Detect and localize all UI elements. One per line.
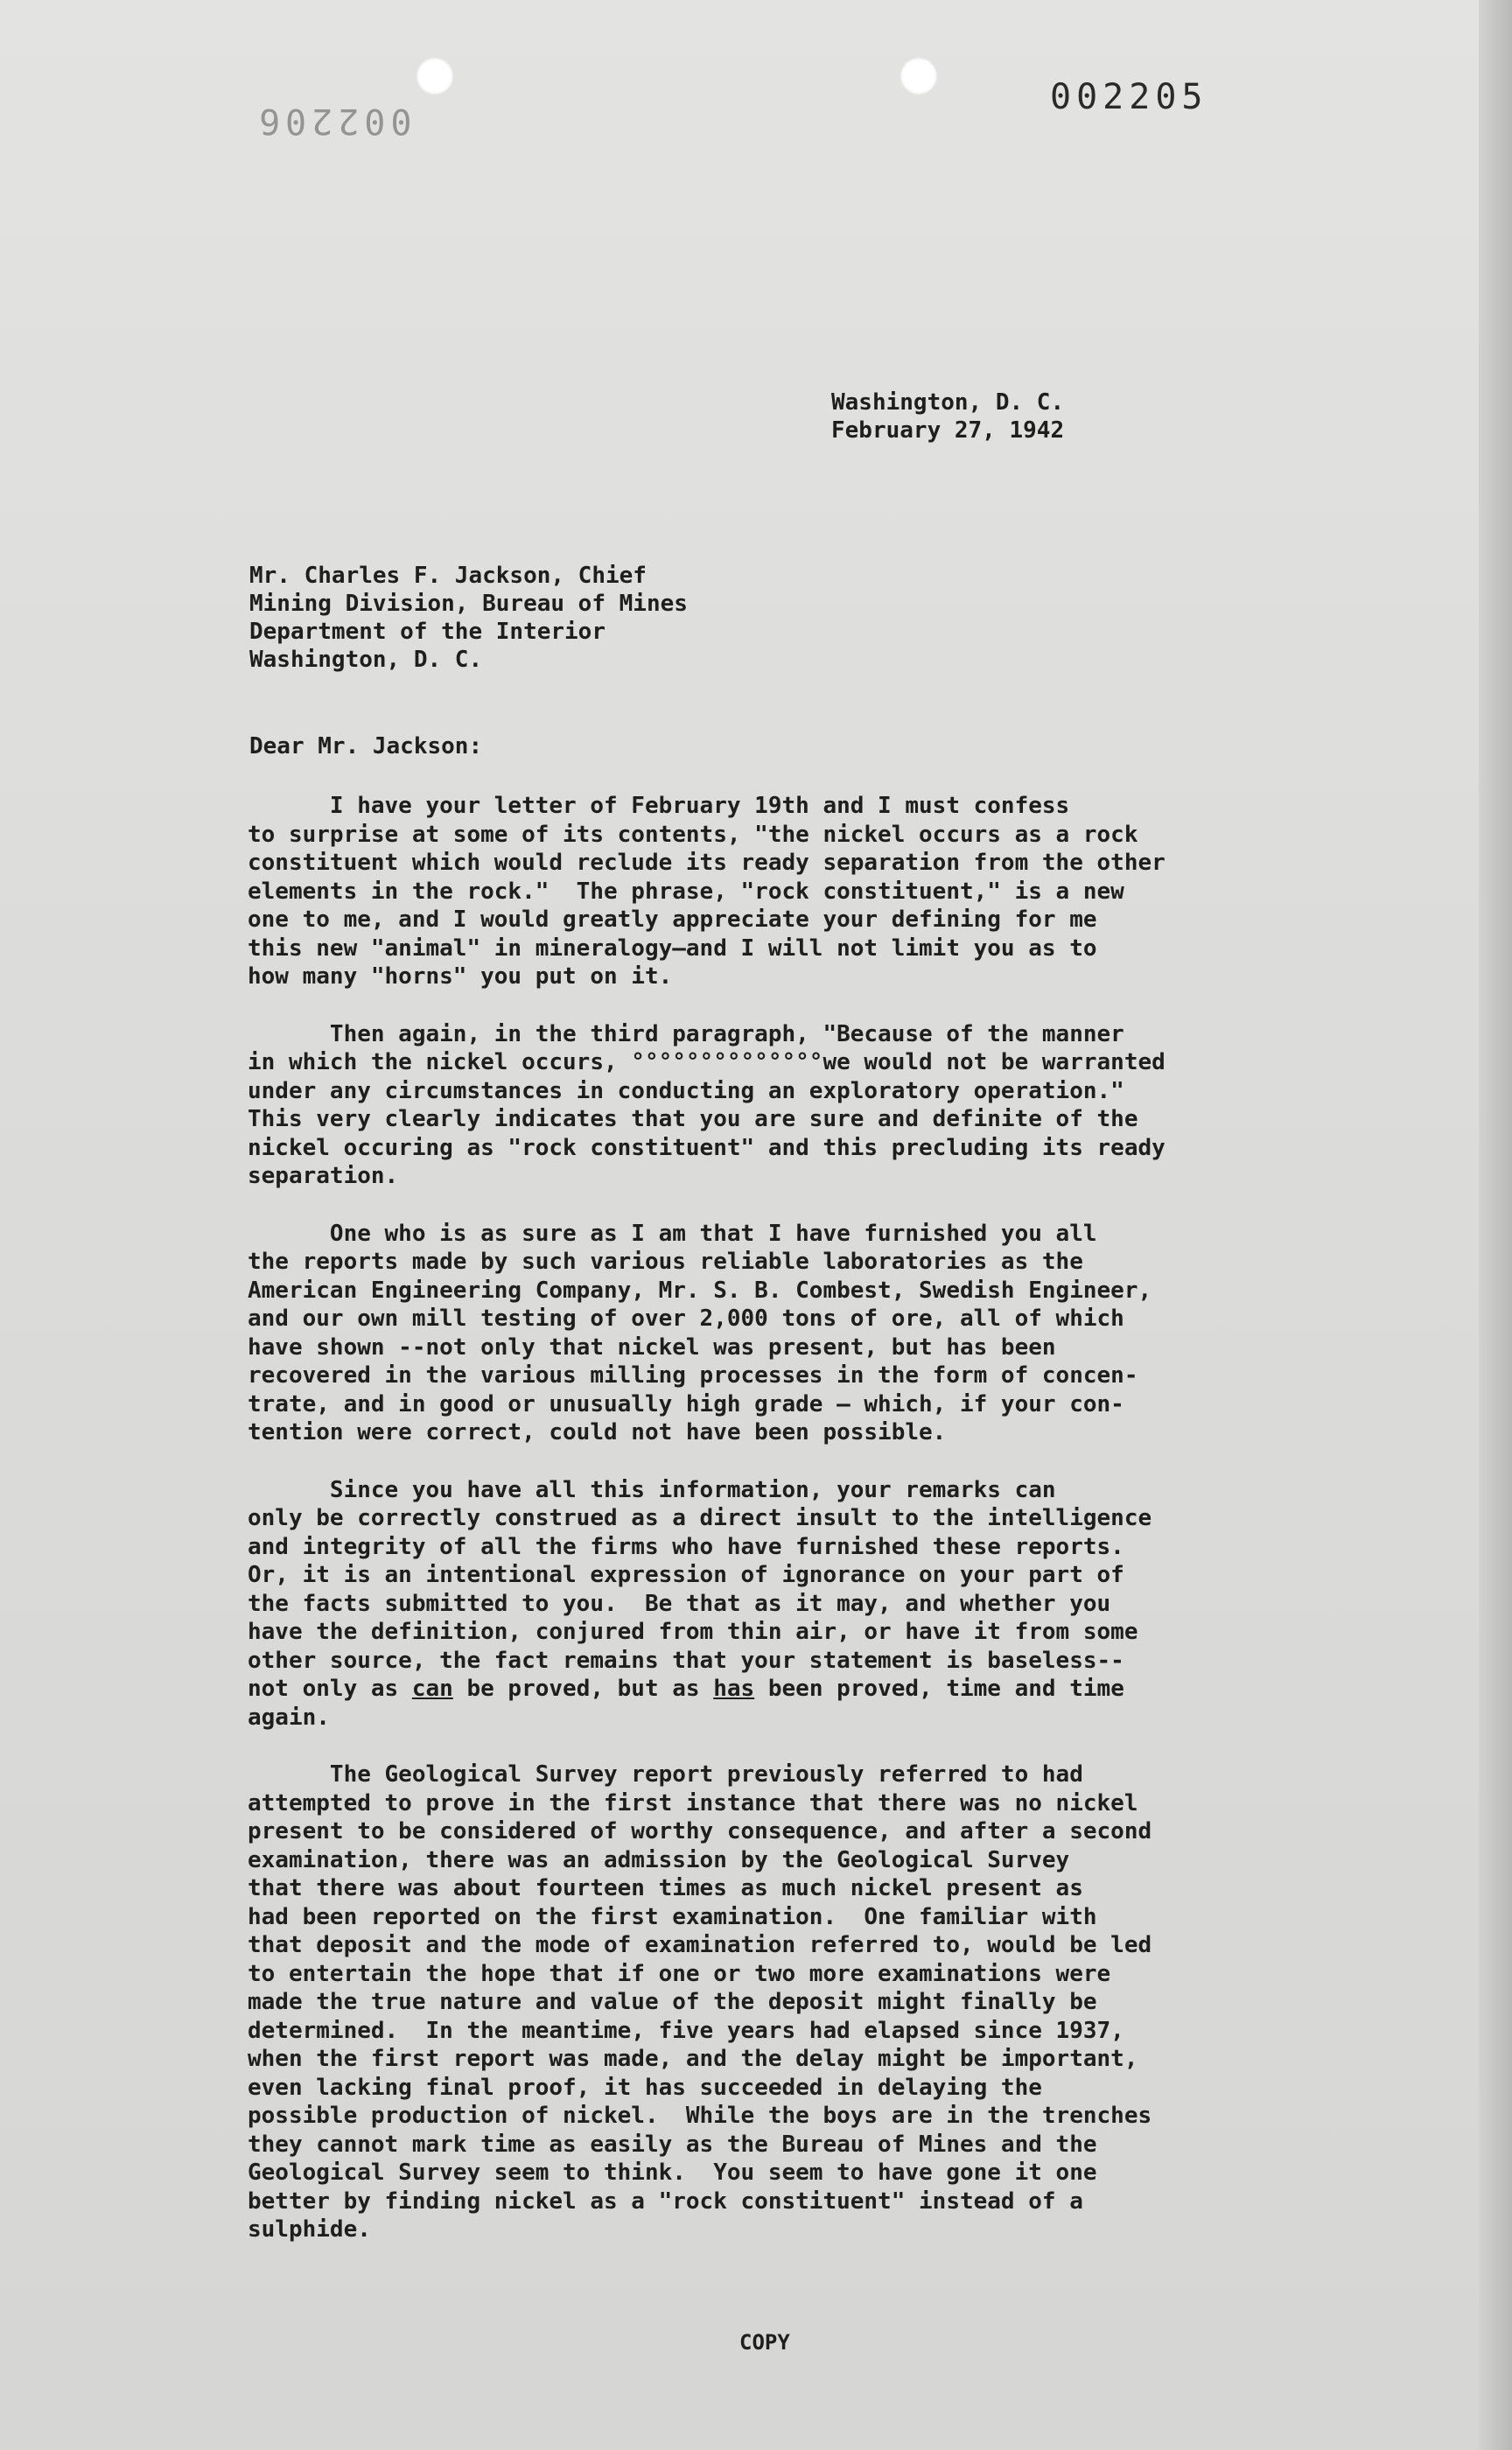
letter-body bbox=[248, 792, 1254, 2273]
text-line: to entertain the hope that if one or two more examinations were bbox=[248, 1960, 1111, 1987]
text-line: have the definition, conjured from thin air, or have it from some bbox=[248, 1619, 1138, 1645]
text-line: trate, and in good or unusually high grade — which, if your con- bbox=[248, 1390, 1124, 1418]
recipient-line: Mr. Charles F. Jackson, Chief bbox=[249, 563, 647, 589]
text-line: possible production of nickel. While the boys are in the trenches bbox=[248, 2103, 1152, 2129]
text-line: the facts submitted to you. Be that as it may, and whether you bbox=[248, 1590, 1111, 1617]
text-line: under any circumstances in conducting an exploratory operation." bbox=[248, 1077, 1124, 1104]
date: February 27, 1942 bbox=[831, 417, 1065, 444]
document-number: 002205 bbox=[1050, 77, 1208, 117]
text-line: Then again, in the third paragraph, "Because of the manner bbox=[248, 1020, 1124, 1047]
underlined-word: can bbox=[411, 1676, 453, 1702]
recipient-line: Mining Division, Bureau of Mines bbox=[249, 591, 688, 617]
page-edge bbox=[1479, 0, 1512, 2450]
recipient-line: Department of the Interior bbox=[249, 619, 606, 645]
text-line: they cannot mark time as easily as the Bureau of Mines and the bbox=[248, 2131, 1097, 2158]
text-line: The Geological Survey report previously referred to had bbox=[248, 1761, 1083, 1788]
text-line: even lacking final proof, it has succeeded in delaying the bbox=[248, 2074, 1042, 2101]
text-line: recovered in the various milling processes in the form of concen- bbox=[248, 1362, 1138, 1389]
text-line: made the true nature and value of the deposit might finally be bbox=[248, 1989, 1097, 2015]
text-line: sulphide. bbox=[248, 2216, 371, 2243]
document-number-bleedthrough: 002206 bbox=[254, 101, 412, 141]
text-line: had been reported on the first examination. One familiar with bbox=[248, 1903, 1097, 1930]
text-line: One who is as sure as I am that I have furnished you all bbox=[248, 1220, 1097, 1247]
paragraph-3 bbox=[248, 1220, 1254, 1447]
text-line: elements in the rock." The phrase, "rock constituent," is a new bbox=[248, 878, 1124, 905]
paragraph-1 bbox=[248, 792, 1254, 991]
text-line: this new "animal" in mineralogy—and I will not limit you as to bbox=[248, 934, 1097, 962]
punch-hole-right bbox=[900, 57, 938, 95]
text-line: that there was about fourteen times as much nickel present as bbox=[248, 1875, 1083, 1901]
text-line: tention were correct, could not have been possible. bbox=[248, 1419, 947, 1446]
text-line: present to be considered of worthy consequence, and after a second bbox=[248, 1818, 1152, 1844]
text-line: the reports made by such various reliable laboratories as the bbox=[248, 1249, 1083, 1275]
text-line: better by finding nickel as a "rock constituent" instead of a bbox=[248, 2188, 1083, 2215]
text-line: I have your letter of February 19th and I must confess bbox=[248, 793, 1070, 819]
underlined-word: has bbox=[713, 1676, 755, 1702]
text-line: attempted to prove in the first instance that there was no nickel bbox=[248, 1789, 1138, 1816]
text-line: Since you have all this information, your remarks can bbox=[248, 1476, 1056, 1503]
text-line: one to me, and I would greatly appreciate your defining for me bbox=[248, 906, 1097, 933]
text-segment: been proved, time and time bbox=[754, 1676, 1124, 1702]
text-line: when the first report was made, and the delay might be important, bbox=[248, 2046, 1138, 2072]
text-line: Or, it is an intentional expression of ignorance on your part of bbox=[248, 1562, 1124, 1588]
text-line: constituent which would reclude its ready separation from the other bbox=[248, 850, 1166, 876]
text-segment: be proved, but as bbox=[452, 1676, 714, 1702]
text-line: Geological Survey seem to think. You seem to have gone it one bbox=[248, 2160, 1097, 2186]
place: Washington, D. C. bbox=[831, 389, 1065, 416]
punch-hole-left bbox=[416, 57, 454, 95]
paragraph-2 bbox=[248, 1020, 1254, 1191]
recipient-address bbox=[249, 562, 688, 674]
text-line: again. bbox=[248, 1704, 330, 1731]
text-line: only be correctly construed as a direct insult to the intelligence bbox=[248, 1505, 1152, 1531]
text-line: examination, there was an admission by the Geological Survey bbox=[248, 1846, 1070, 1873]
text-segment: not only as bbox=[248, 1676, 412, 1702]
paragraph-4 bbox=[248, 1476, 1254, 1732]
text-line: have shown --not only that nickel was present, but has been bbox=[248, 1334, 1056, 1361]
text-line: to surprise at some of its contents, "the nickel occurs as a rock bbox=[248, 821, 1138, 848]
text-line: nickel occuring as "rock constituent" and this precluding its ready bbox=[248, 1134, 1166, 1161]
text-line: separation. bbox=[248, 1163, 399, 1189]
text-line: This very clearly indicates that you are sure and definite of the bbox=[248, 1106, 1138, 1132]
text-line-emphasis bbox=[248, 1675, 1254, 1704]
text-line: and integrity of all the firms who have furnished these reports. bbox=[248, 1533, 1124, 1560]
text-line: other source, the fact remains that your statement is baseless-- bbox=[248, 1647, 1124, 1674]
text-line: and our own mill testing of over 2,000 tons of ore, all of which bbox=[248, 1306, 1124, 1332]
copy-footer: COPY bbox=[739, 2330, 790, 2355]
text-line: how many "horns" you put on it. bbox=[248, 963, 673, 990]
text-line: American Engineering Company, Mr. S. B. Combest, Swedish Engineer, bbox=[248, 1277, 1152, 1304]
text-line: in which the nickel occurs, °°°°°°°°°°°°°°we would not be warranted bbox=[248, 1049, 1166, 1075]
text-line: that deposit and the mode of examination referred to, would be led bbox=[248, 1932, 1152, 1958]
text-line: determined. In the meantime, five years had elapsed since 1937, bbox=[248, 2017, 1124, 2044]
place-date-block bbox=[831, 388, 1064, 444]
salutation: Dear Mr. Jackson: bbox=[249, 733, 483, 760]
paragraph-5 bbox=[248, 1760, 1254, 2244]
recipient-line: Washington, D. C. bbox=[249, 647, 483, 673]
